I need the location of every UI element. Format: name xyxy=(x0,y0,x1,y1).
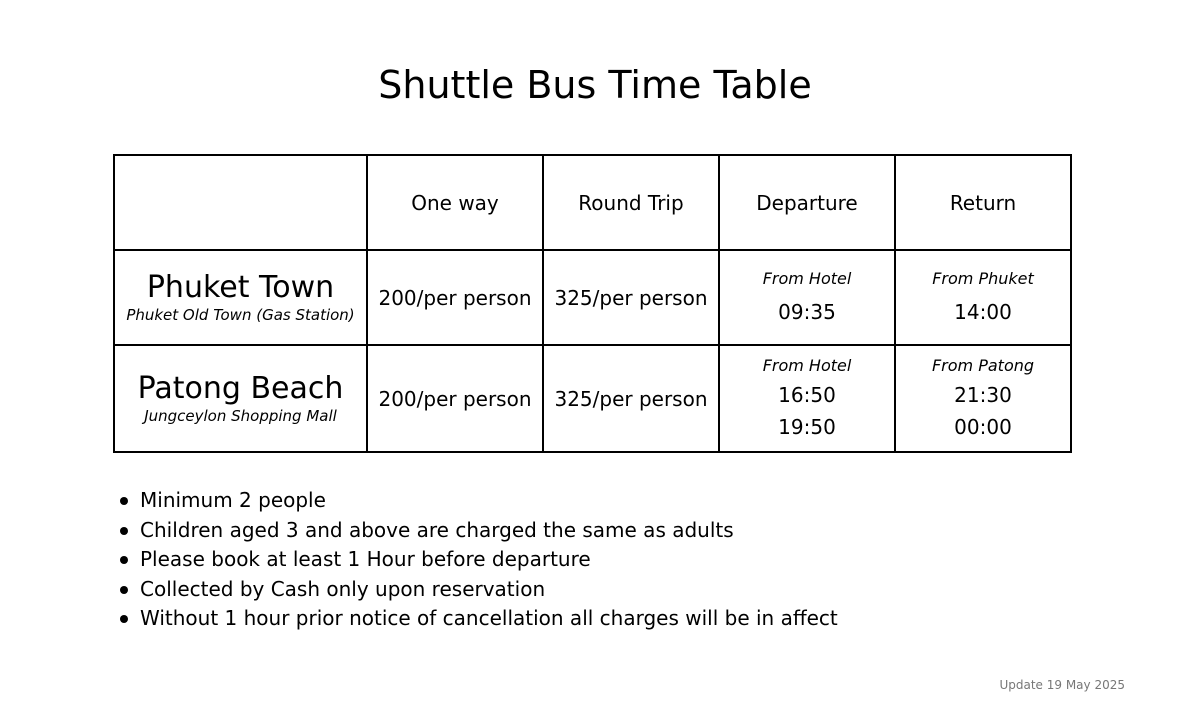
note-text: Collected by Cash only upon reservation xyxy=(140,576,546,601)
note-text: Please book at least 1 Hour before departure xyxy=(140,547,591,571)
bullet-icon xyxy=(120,527,128,535)
list-item xyxy=(116,545,838,575)
departure-time: 09:35 xyxy=(778,299,836,324)
return-time: 00:00 xyxy=(954,414,1012,439)
page-title: Shuttle Bus Time Table xyxy=(378,63,812,107)
return-cell xyxy=(895,250,1071,345)
bullet-icon xyxy=(120,615,128,623)
route-location: Jungceylon Shopping Mall xyxy=(144,406,337,425)
table-row xyxy=(114,250,1071,345)
header-departure: Departure xyxy=(719,155,895,250)
return-cell xyxy=(895,345,1071,452)
bullet-icon xyxy=(120,586,128,594)
route-name: Phuket Town xyxy=(146,269,335,305)
list-item xyxy=(116,486,838,516)
header-round-trip: Round Trip xyxy=(543,155,719,250)
return-label: From Patong xyxy=(931,355,1035,375)
note-text: Without 1 hour prior notice of cancellation all charges will be in affect xyxy=(140,606,838,630)
return-time: 21:30 xyxy=(954,382,1012,407)
round-trip-price: 325/per person xyxy=(543,345,719,452)
header-return: Return xyxy=(895,155,1071,250)
bullet-icon xyxy=(120,497,128,505)
note-text: Minimum 2 people xyxy=(140,488,326,512)
note-text: Children aged 3 and above are charged the same as adults xyxy=(140,517,734,542)
timetable xyxy=(113,154,1072,453)
list-item xyxy=(116,516,838,546)
update-date: Update 19 May 2025 xyxy=(999,678,1125,692)
return-time: 14:00 xyxy=(954,299,1012,324)
return-label: From Phuket xyxy=(932,268,1034,288)
table-header-row xyxy=(114,155,1071,250)
header-empty xyxy=(114,155,367,250)
list-item xyxy=(116,604,838,634)
list-item xyxy=(116,575,838,605)
route-location: Phuket Old Town (Gas Station) xyxy=(126,305,355,324)
round-trip-price: 325/per person xyxy=(543,250,719,345)
route-cell xyxy=(114,345,367,452)
route-name: Patong Beach xyxy=(137,370,344,406)
header-one-way: One way xyxy=(367,155,543,250)
one-way-price: 200/per person xyxy=(367,250,543,345)
bullet-icon xyxy=(120,556,128,564)
departure-label: From Hotel xyxy=(762,355,852,375)
table-row xyxy=(114,345,1071,452)
departure-time: 16:50 xyxy=(778,382,836,407)
departure-label: From Hotel xyxy=(762,268,852,288)
departure-time: 19:50 xyxy=(778,414,836,439)
route-cell xyxy=(114,250,367,345)
one-way-price: 200/per person xyxy=(367,345,543,452)
notes-list xyxy=(116,486,838,634)
departure-cell xyxy=(719,250,895,345)
departure-cell xyxy=(719,345,895,452)
